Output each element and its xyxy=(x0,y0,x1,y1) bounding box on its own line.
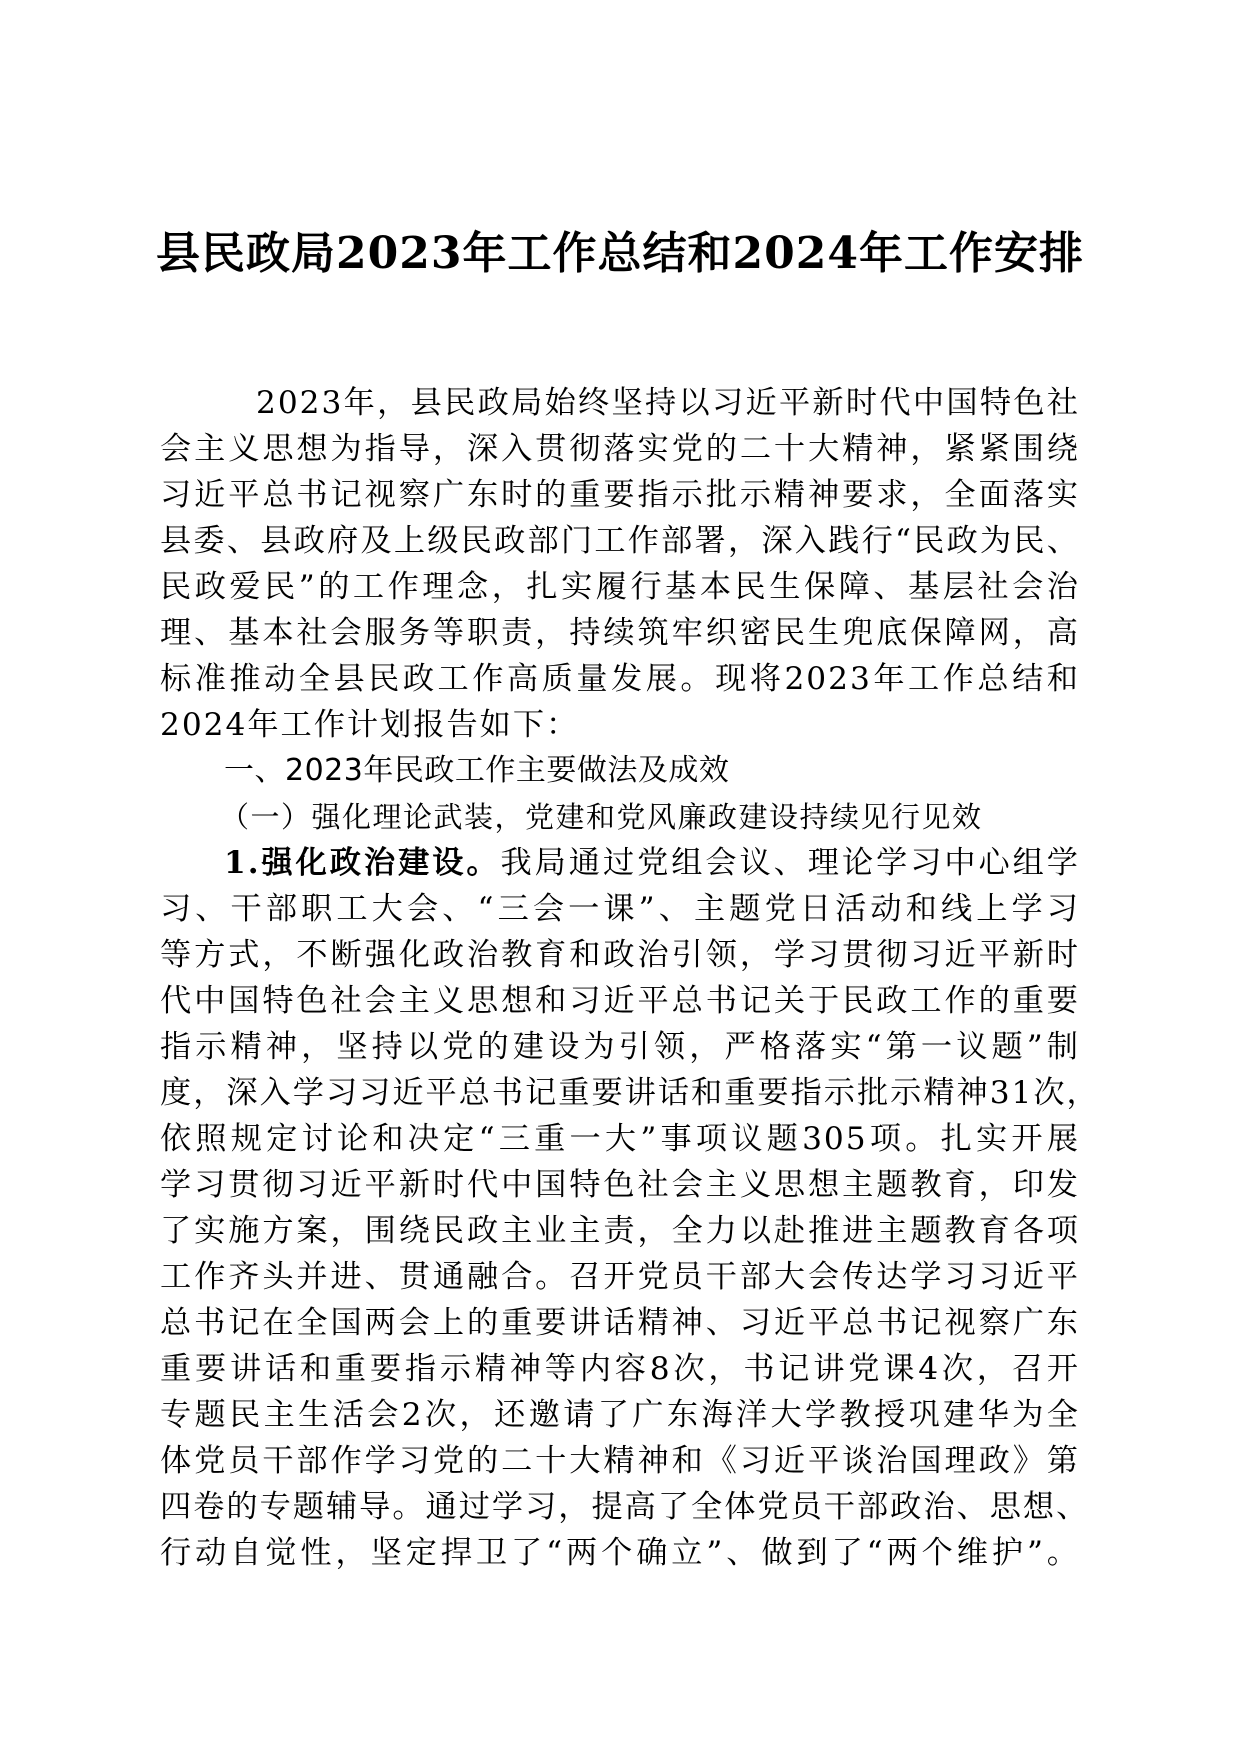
item-1-line: 学习贯彻习近平新时代中国特色社会主义思想主题教育，印发 xyxy=(160,1167,1080,1203)
item-1-line: 总书记在全国两会上的重要讲话精神、习近平总书记视察广东 xyxy=(160,1305,1080,1341)
section-heading-2: （一）强化理论武装，党建和党风廉政建设持续见行见效 xyxy=(220,800,983,834)
item-1-line: 习、干部职工大会、“三会一课”、主题党日活动和线上学习 xyxy=(160,891,1080,927)
item-1-line: 体党员干部作学习党的二十大精神和《习近平谈治国理政》第 xyxy=(160,1443,1080,1479)
item-1-line: 代中国特色社会主义思想和习近平总书记关于民政工作的重要 xyxy=(160,983,1080,1019)
item-1-line: 依照规定讨论和决定“三重一大”事项议题305项。扎实开展 xyxy=(160,1121,1080,1157)
intro-line: 2024年工作计划报告如下： xyxy=(160,707,580,743)
item-1-line: 工作齐头并进、贯通融合。召开党员干部大会传达学习习近平 xyxy=(160,1259,1080,1295)
item-1-line: 四卷的专题辅导。通过学习，提高了全体党员干部政治、思想、 xyxy=(160,1489,1090,1525)
section-heading-1: 一、2023年民政工作主要做法及成效 xyxy=(224,753,730,788)
item-1-lead: 1.强化政治建设。 xyxy=(224,845,501,881)
intro-line: 民政爱民”的工作理念，扎实履行基本民生保障、基层社会治 xyxy=(160,569,1080,605)
item-1-line: 指示精神，坚持以党的建设为引领，严格落实“第一议题”制 xyxy=(160,1029,1080,1065)
intro-line: 标准推动全县民政工作高质量发展。现将2023年工作总结和 xyxy=(160,661,1080,697)
intro-line: 理、基本社会服务等职责，持续筑牢织密民生兜底保障网，高 xyxy=(160,615,1080,651)
intro-line: 2023年，县民政局始终坚持以习近平新时代中国特色社 xyxy=(256,385,1080,421)
item-1-line: 专题民主生活会2次，还邀请了广东海洋大学教授巩建华为全 xyxy=(160,1397,1080,1433)
intro-line: 县委、县政府及上级民政部门工作部署，深入践行“民政为民、 xyxy=(160,523,1080,559)
item-1-first-line xyxy=(160,840,1080,886)
item-1-line: 行动自觉性，坚定捍卫了“两个确立”、做到了“两个维护”。 xyxy=(160,1535,1080,1571)
item-1-line: 等方式，不断强化政治教育和政治引领，学习贯彻习近平新时 xyxy=(160,937,1080,973)
item-1-line: 度，深入学习习近平总书记重要讲话和重要指示批示精神31次， xyxy=(160,1075,1100,1111)
document-title: 县民政局2023年工作总结和2024年工作安排 xyxy=(156,228,1084,279)
document-body xyxy=(160,380,1100,1576)
item-1-line: 了实施方案，围绕民政主业主责，全力以赴推进主题教育各项 xyxy=(160,1213,1080,1249)
intro-line: 会主义思想为指导，深入贯彻落实党的二十大精神，紧紧围绕 xyxy=(160,431,1080,467)
item-1-line: 重要讲话和重要指示精神等内容8次，书记讲党课4次，召开 xyxy=(160,1351,1080,1387)
intro-line: 习近平总书记视察广东时的重要指示批示精神要求，全面落实 xyxy=(160,477,1080,513)
item-1-first-line-text: 我局通过党组会议、理论学习中心组学 xyxy=(500,845,1080,881)
